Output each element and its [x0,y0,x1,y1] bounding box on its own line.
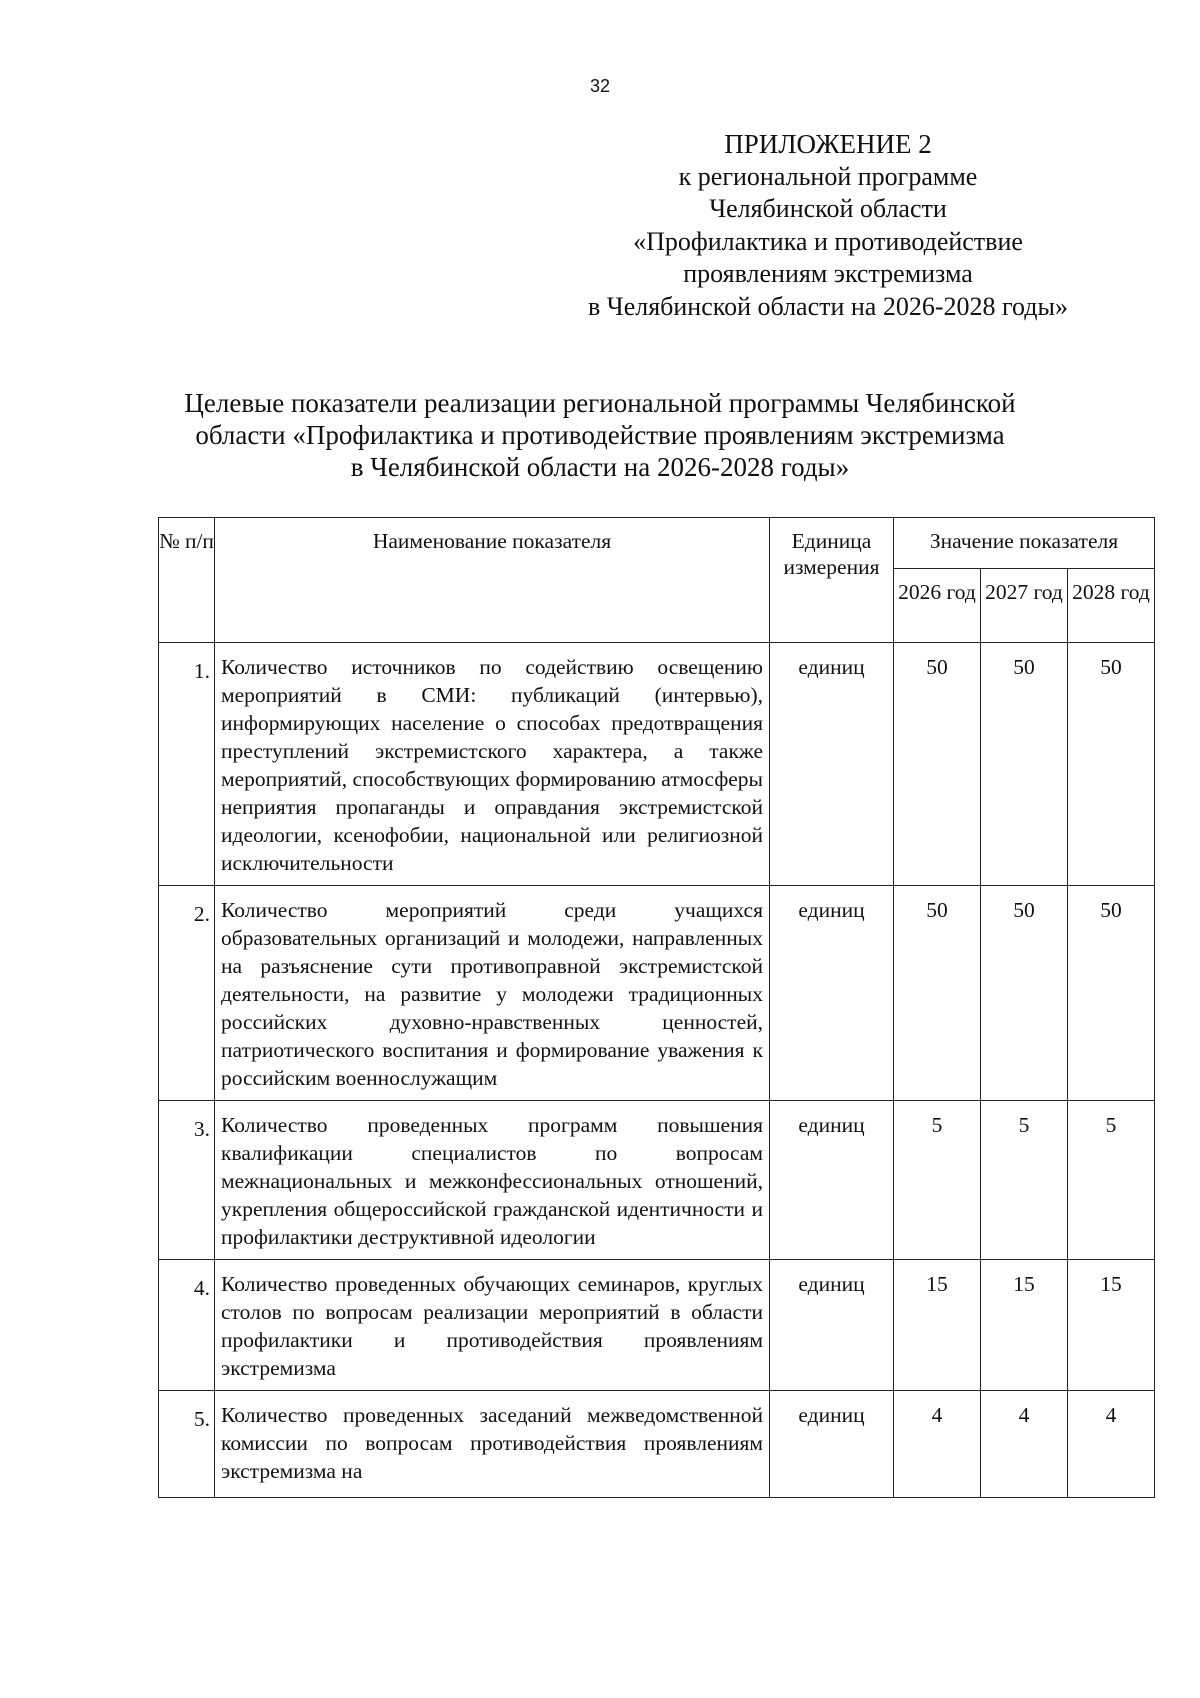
row-number: 4. [159,1260,215,1391]
value-2028: 4 [1068,1391,1155,1498]
value-2026: 5 [894,1101,981,1260]
row-number: 3. [159,1101,215,1260]
indicator-name: Количество проведенных обучающих семинаров, круглых столов по вопросам реализации мероприятий в области профилактики и противодействия проявлениям экстремизма [215,1260,770,1391]
appendix-line: проявлениям экстремизма [683,259,973,288]
indicator-unit: единиц [770,1391,894,1498]
value-2028: 15 [1068,1260,1155,1391]
indicators-table [158,517,1155,1498]
table-row [159,643,1155,886]
row-number: 5. [159,1391,215,1498]
value-2026: 15 [894,1260,981,1391]
value-2027: 50 [981,886,1068,1101]
value-2026: 50 [894,886,981,1101]
header-year-2027: 2027 год [981,569,1068,643]
title-line: в Челябинской области на 2026-2028 годы» [350,452,850,482]
indicator-unit: единиц [770,643,894,886]
value-2027: 4 [981,1391,1068,1498]
indicator-unit: единиц [770,886,894,1101]
value-2028: 5 [1068,1101,1155,1260]
header-name: Наименование показателя [215,518,770,643]
row-number: 1. [159,643,215,886]
title-line: области «Профилактика и противодействие проявлениям экстремизма [195,420,1005,450]
appendix-line: «Профилактика и противодействие [633,226,1023,256]
indicator-name: Количество проведенных заседаний межведомственной комиссии по вопросам противодействия проявлениям экстремизма на [215,1391,770,1498]
value-2026: 50 [894,643,981,886]
header-num: № п/п [159,518,215,643]
appendix-heading: ПРИЛОЖЕНИЕ 2 [724,129,932,159]
header-value: Значение показателя [894,518,1155,569]
table-row [159,1260,1155,1391]
value-2026: 4 [894,1391,981,1498]
indicator-unit: единиц [770,1260,894,1391]
value-2027: 5 [981,1101,1068,1260]
header-year-2026: 2026 год [894,569,981,643]
table-row [159,886,1155,1101]
appendix-block [548,128,1108,323]
appendix-line: к региональной программе [678,161,978,191]
header-unit: Единица измерения [770,518,894,643]
indicator-unit: единиц [770,1101,894,1260]
page-number: 32 [589,76,611,96]
appendix-line: в Челябинской области на 2026-2028 годы» [588,291,1068,321]
header-year-2028: 2028 год [1068,569,1155,643]
appendix-line: Челябинской области [709,194,947,223]
document-title [0,387,1200,483]
table-row [159,1391,1155,1498]
indicator-name: Количество проведенных программ повышения квалификации специалистов по вопросам межнациональных и межконфессиональных отношений, укрепления общероссийской гражданской идентичности и профилактики деструктивной идеологии [215,1101,770,1260]
row-number: 2. [159,886,215,1101]
table-row [159,1101,1155,1260]
title-line: Целевые показатели реализации региональной программы Челябинской [184,388,1016,418]
value-2027: 50 [981,643,1068,886]
value-2028: 50 [1068,886,1155,1101]
indicator-name: Количество мероприятий среди учащихся образовательных организаций и молодежи, направленных на разъяснение сути противоправной экстремистской деятельности, на развитие у молодежи традиционных российских духовно-нравственных ценностей, патриотического воспитания и формирование уважения к российским военнослужащим [215,886,770,1101]
indicator-name: Количество источников по содействию освещению мероприятий в СМИ: публикаций (интервью), информирующих население о способах предотвращения преступлений экстремистского характера, а также мероприятий, способствующих формированию атмосферы неприятия пропаганды и оправдания экстремистской идеологии, ксенофобии, национальной или религиозной исключительности [215,643,770,886]
value-2028: 50 [1068,643,1155,886]
value-2027: 15 [981,1260,1068,1391]
